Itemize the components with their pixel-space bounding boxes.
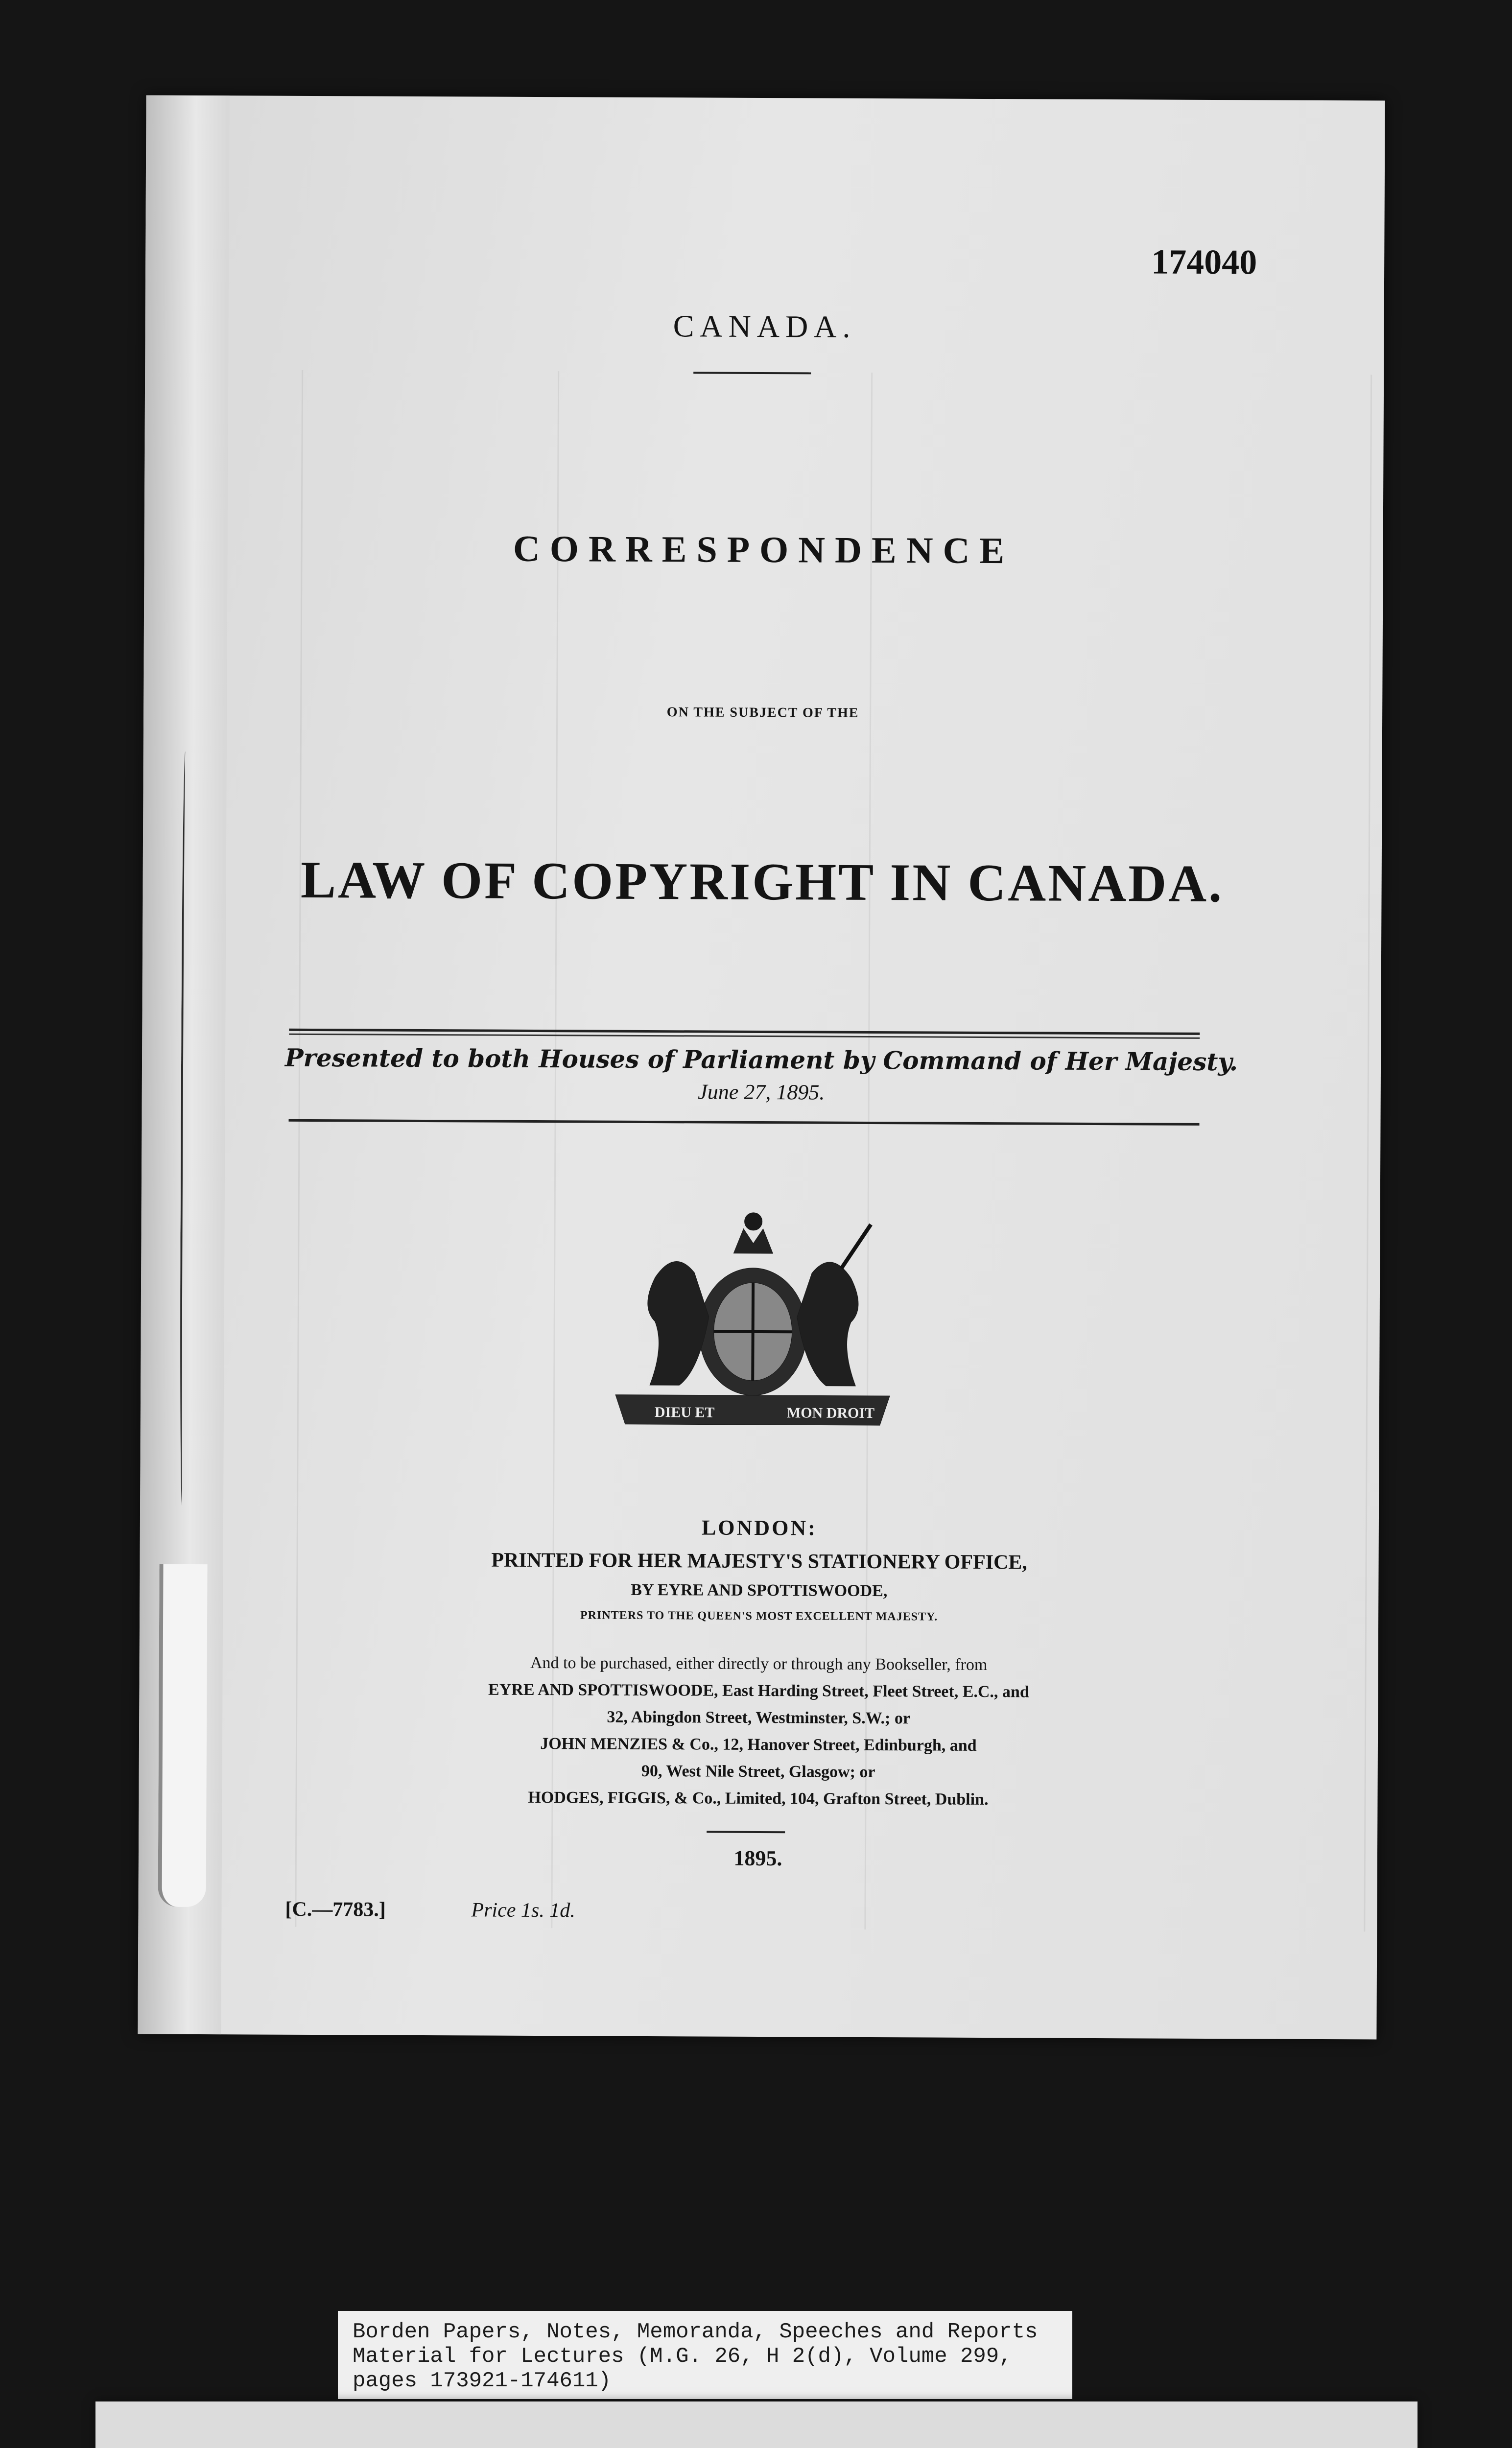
archive-reference-label	[338, 2311, 1072, 2399]
imprint-place: LONDON:	[701, 1515, 817, 1540]
imprint-printed-for: PRINTED FOR HER MAJESTY'S STATIONERY OFFICE,	[491, 1549, 1027, 1574]
main-title: LAW OF COPYRIGHT IN CANADA.	[300, 850, 1224, 914]
imprint-printed-by: BY EYRE AND SPOTTISWOODE,	[631, 1580, 888, 1601]
presented-line: Presented to both Houses of Parliament by Command of Her Majesty.	[284, 1043, 1238, 1077]
purchase-line: JOHN MENZIES & Co., 12, Hanover Street, Edinburgh, and	[540, 1735, 977, 1755]
label-line: Material for Lectures (M.G. 26, H 2(d), Volume 299,	[353, 2344, 1012, 2369]
document-page	[138, 95, 1385, 2039]
document-number: 174040	[1151, 242, 1257, 282]
price: Price 1s. 1d.	[471, 1899, 575, 1922]
short-rule-imprint	[707, 1831, 785, 1834]
command-paper-number: [C.—7783.]	[285, 1898, 386, 1921]
country-heading: CANADA.	[673, 308, 856, 344]
purchase-line: HODGES, FIGGIS, & Co., Limited, 104, Grafton Street, Dublin.	[528, 1788, 989, 1809]
crest-motto-left: DIEU ET	[654, 1404, 715, 1421]
crest-motto-right: MON DROIT	[786, 1405, 875, 1422]
purchase-line: 32, Abingdon Street, Westminster, S.W.; or	[607, 1708, 911, 1728]
label-line: Borden Papers, Notes, Memoranda, Speeches and Reports	[353, 2320, 1038, 2344]
correspondence-heading: CORRESPONDENCE	[513, 528, 1015, 572]
publication-year: 1895.	[733, 1846, 782, 1871]
purchase-line: 90, West Nile Street, Glasgow; or	[641, 1762, 875, 1782]
imprint-printers: PRINTERS TO THE QUEEN'S MOST EXCELLENT MAJESTY.	[580, 1609, 938, 1624]
subject-line: ON THE SUBJECT OF THE	[666, 705, 859, 721]
archives-card	[95, 2401, 1418, 2448]
purchase-line: EYRE AND SPOTTISWOODE, East Harding Street, Fleet Street, E.C., and	[488, 1680, 1029, 1701]
label-line: pages 173921-174611)	[353, 2369, 612, 2393]
purchase-line: And to be purchased, either directly or through any Bookseller, from	[530, 1653, 988, 1674]
presented-date: June 27, 1895.	[698, 1080, 825, 1105]
royal-coat-of-arms-icon	[596, 1209, 910, 1436]
